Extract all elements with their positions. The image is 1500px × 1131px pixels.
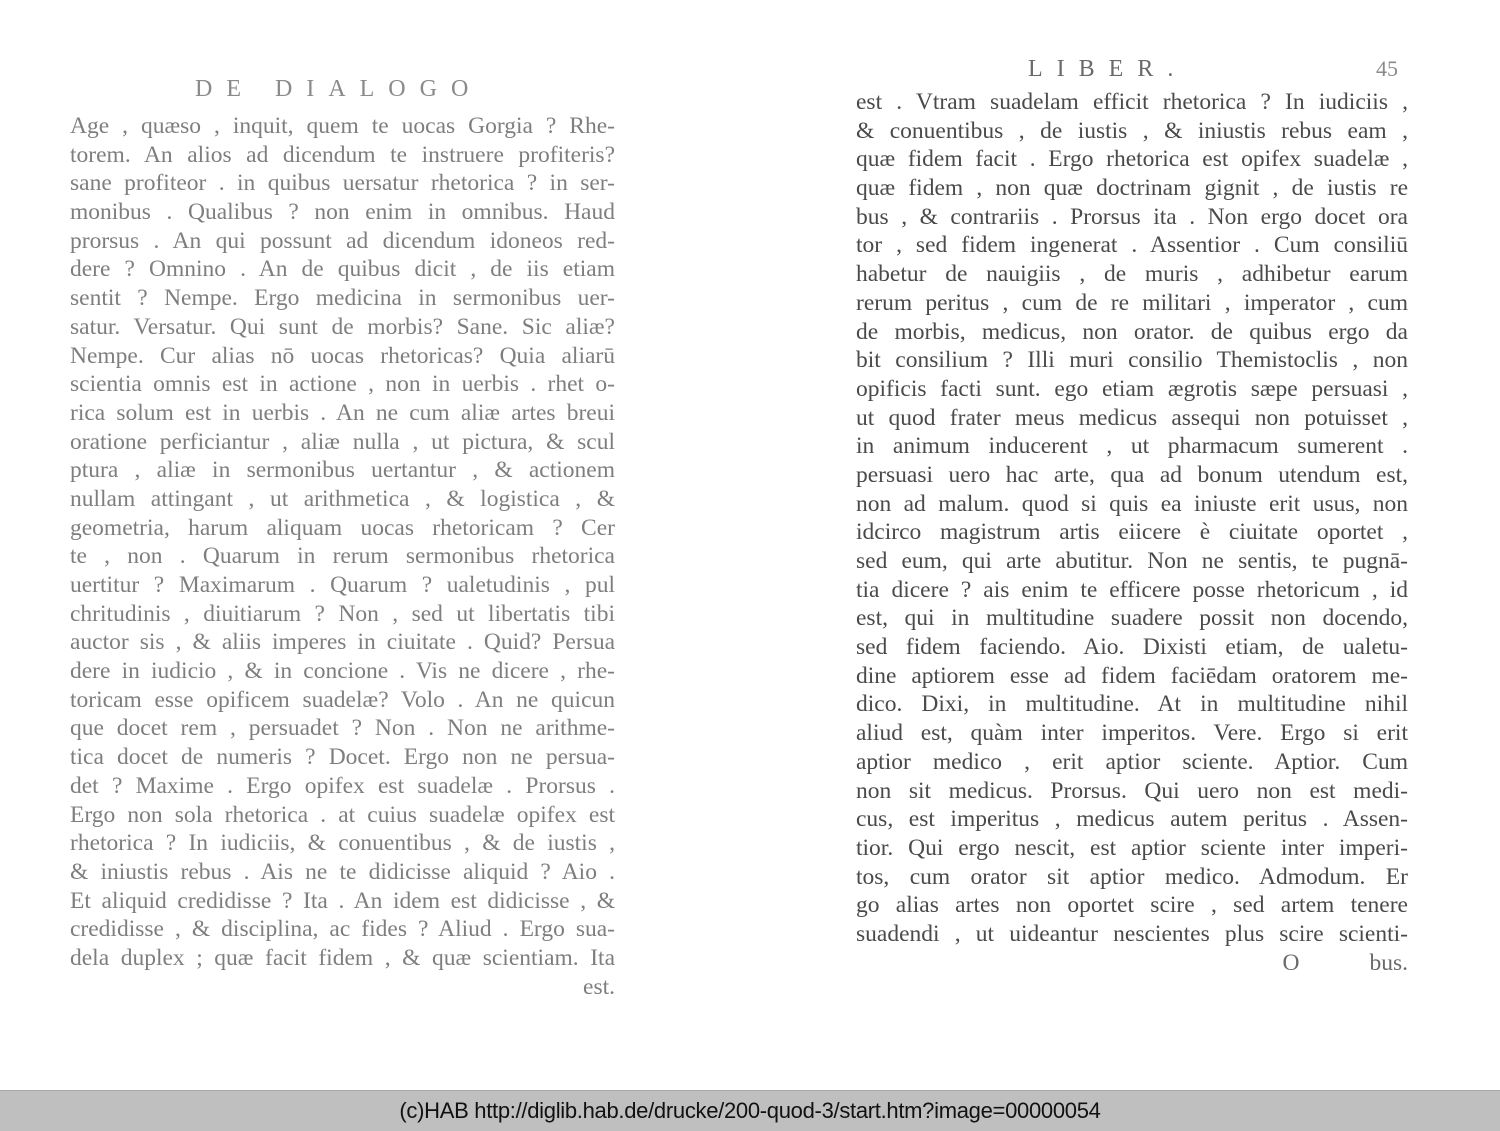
text-line: go alias artes non oportet scire , sed artem tenere (856, 892, 1408, 919)
text-line: quæ fidem facit . Ergo rhetorica est opifex suadelæ , (856, 146, 1408, 173)
text-line: toricam esse opificem suadelæ? Volo . An ne quicun (70, 686, 615, 713)
text-line: monibus . Qualibus ? non enim in omnibus. Haud (70, 199, 615, 226)
text-line: satur. Versatur. Qui sunt de morbis? Sane. Sic aliæ? (70, 313, 615, 340)
text-line: Age , quæso , inquit, quem te uocas Gorgia ? Rhe- (70, 113, 615, 139)
catchword-right: bus. (1369, 949, 1408, 976)
text-line: Nempe. Cur alias nō uocas rhetoricas? Quia aliarū (70, 342, 615, 369)
text-line: te , non . Quarum in rerum sermonibus rhetorica (70, 543, 615, 570)
text-line: habetur de nauigiis , de muris , adhibetur earum (856, 261, 1408, 288)
text-line: prorsus . An qui possunt ad dicendum idoneos red- (70, 227, 615, 254)
text-line: Ergo non sola rhetorica . at cuius suadelæ opifex est (70, 801, 615, 828)
running-head-left: DE DIALOGO (195, 76, 483, 102)
text-line: que docet rem , persuadet ? Non . Non ne arithme- (70, 715, 615, 742)
text-line: suadendi , ut uideantur nescientes plus scire scienti- (856, 920, 1408, 947)
text-line: dela duplex ; quæ facit fidem , & quæ scientiam. Ita (70, 944, 615, 971)
text-line: sed eum, qui arte abutitur. Non ne sentis, te pugnā- (856, 548, 1408, 574)
text-line: tior. Qui ergo nescit, est aptior sciente inter imperi- (856, 834, 1408, 861)
text-line: oratione perficiantur , aliæ nulla , ut pictura, & scul (70, 428, 615, 455)
signature-mark: O (1282, 949, 1300, 976)
text-line: rhetorica ? In iudiciis, & conuentibus , & de iustis , (70, 830, 615, 857)
text-line: aliud est, quàm inter imperitos. Vere. Ergo si erit (856, 720, 1408, 747)
text-line: rica solum est in uerbis . An ne cum aliæ artes breui (70, 399, 615, 426)
text-line: tor , sed fidem ingenerat . Assentior . Cum consiliū (856, 232, 1408, 259)
text-line: dere in iudicio , & in concione . Vis ne dicere , rhe- (70, 658, 615, 685)
text-line: rerum peritus , cum de re militari , imperator , cum (856, 289, 1408, 316)
text-line: det ? Maxime . Ergo opifex est suadelæ . Prorsus . (70, 772, 615, 799)
copyright-footer (0, 1090, 1500, 1131)
text-line: ptura , aliæ in sermonibus uertantur , & actionem (70, 457, 615, 484)
text-line: sane profiteor . in quibus uersatur rhetorica ? in ser- (70, 170, 615, 197)
text-line: quæ fidem , non quæ doctrinam gignit , de iustis re (856, 175, 1408, 202)
text-line: uertitur ? Maximarum . Quarum ? ualetudinis , pul (70, 572, 615, 598)
text-line: est, qui in multitudine suadere possit non docendo, (856, 605, 1408, 632)
text-line: bus , & contrariis . Prorsus ita . Non ergo docet ora (856, 203, 1408, 230)
page-number: 45 (1376, 56, 1398, 81)
text-line: sentit ? Nempe. Ergo medicina in sermonibus uer- (70, 285, 615, 312)
text-line: bit consilium ? Illi muri consilio Themistoclis , non (856, 347, 1408, 374)
text-line: ut quod frater meus medicus assequi non potuisset , (856, 404, 1408, 431)
left-page-text (70, 112, 615, 1001)
text-line: tica docet de numeris ? Docet. Ergo non ne persua- (70, 744, 615, 771)
text-line: de morbis, medicus, non orator. de quibus ergo da (856, 318, 1408, 345)
text-line: aptior medico , erit aptior sciente. Aptior. Cum (856, 748, 1408, 775)
text-line: & iniustis rebus . Ais ne te didicisse aliquid ? Aio . (70, 858, 615, 885)
text-line: est . Vtram suadelam efficit rhetorica ? In iudiciis , (856, 89, 1408, 115)
text-line: tos, cum orator sit aptior medico. Admodum. Er (856, 863, 1408, 890)
text-line: nullam attingant , ut arithmetica , & logistica , & (70, 485, 615, 512)
text-line: geometria, harum aliquam uocas rhetoricam ? Cer (70, 514, 615, 541)
text-line: auctor sis , & aliis imperes in ciuitate . Quid? Persua (70, 629, 615, 656)
text-line: idcirco magistrum artis eiicere è ciuitate oportet , (856, 519, 1408, 546)
copyright-url-text: (c)HAB http://diglib.hab.de/drucke/200-quod-3/start.htm?image=00000054 (399, 1098, 1101, 1123)
text-line: scientia omnis est in actione , non in uerbis . rhet o- (70, 371, 615, 398)
text-line: credidisse , & disciplina, ac fides ? Aliud . Ergo sua- (70, 916, 615, 943)
catchword-left: est. (583, 973, 615, 1000)
right-page-text (856, 88, 1408, 977)
signature-line (856, 949, 1408, 978)
text-line: opificis facti sunt. ego etiam ægrotis sæpe persuasi , (856, 375, 1408, 402)
running-head-right: LIBER. (1028, 56, 1188, 82)
text-line: Et aliquid credidisse ? Ita . An idem est didicisse , & (70, 887, 615, 914)
text-line: non sit medicus. Prorsus. Qui uero non est medi- (856, 777, 1408, 804)
text-line: dico. Dixi, in multitudine. At in multitudine nihil (856, 691, 1408, 718)
text-line: tia dicere ? ais enim te efficere posse rhetoricum , id (856, 576, 1408, 603)
text-line: dine aptiorem esse ad fidem faciēdam oratorem me- (856, 662, 1408, 689)
text-line: in animum inducerent , ut pharmacum sumerent . (856, 433, 1408, 460)
text-line: dere ? Omnino . An de quibus dicit , de iis etiam (70, 256, 615, 283)
text-line: & conuentibus , de iustis , & iniustis rebus eam , (856, 117, 1408, 144)
text-line: chritudinis , diuitiarum ? Non , sed ut libertatis tibi (70, 600, 615, 627)
text-line: sed fidem faciendo. Aio. Dixisti etiam, de ualetu- (856, 634, 1408, 661)
text-line: persuasi uero hac arte, qua ad bonum utendum est, (856, 461, 1408, 488)
text-line: cus, est imperitus , medicus autem peritus . Assen- (856, 806, 1408, 833)
text-line: torem. An alios ad dicendum te instruere profiteris? (70, 141, 615, 168)
text-line: non ad malum. quod si quis ea iniuste erit usus, non (856, 490, 1408, 517)
